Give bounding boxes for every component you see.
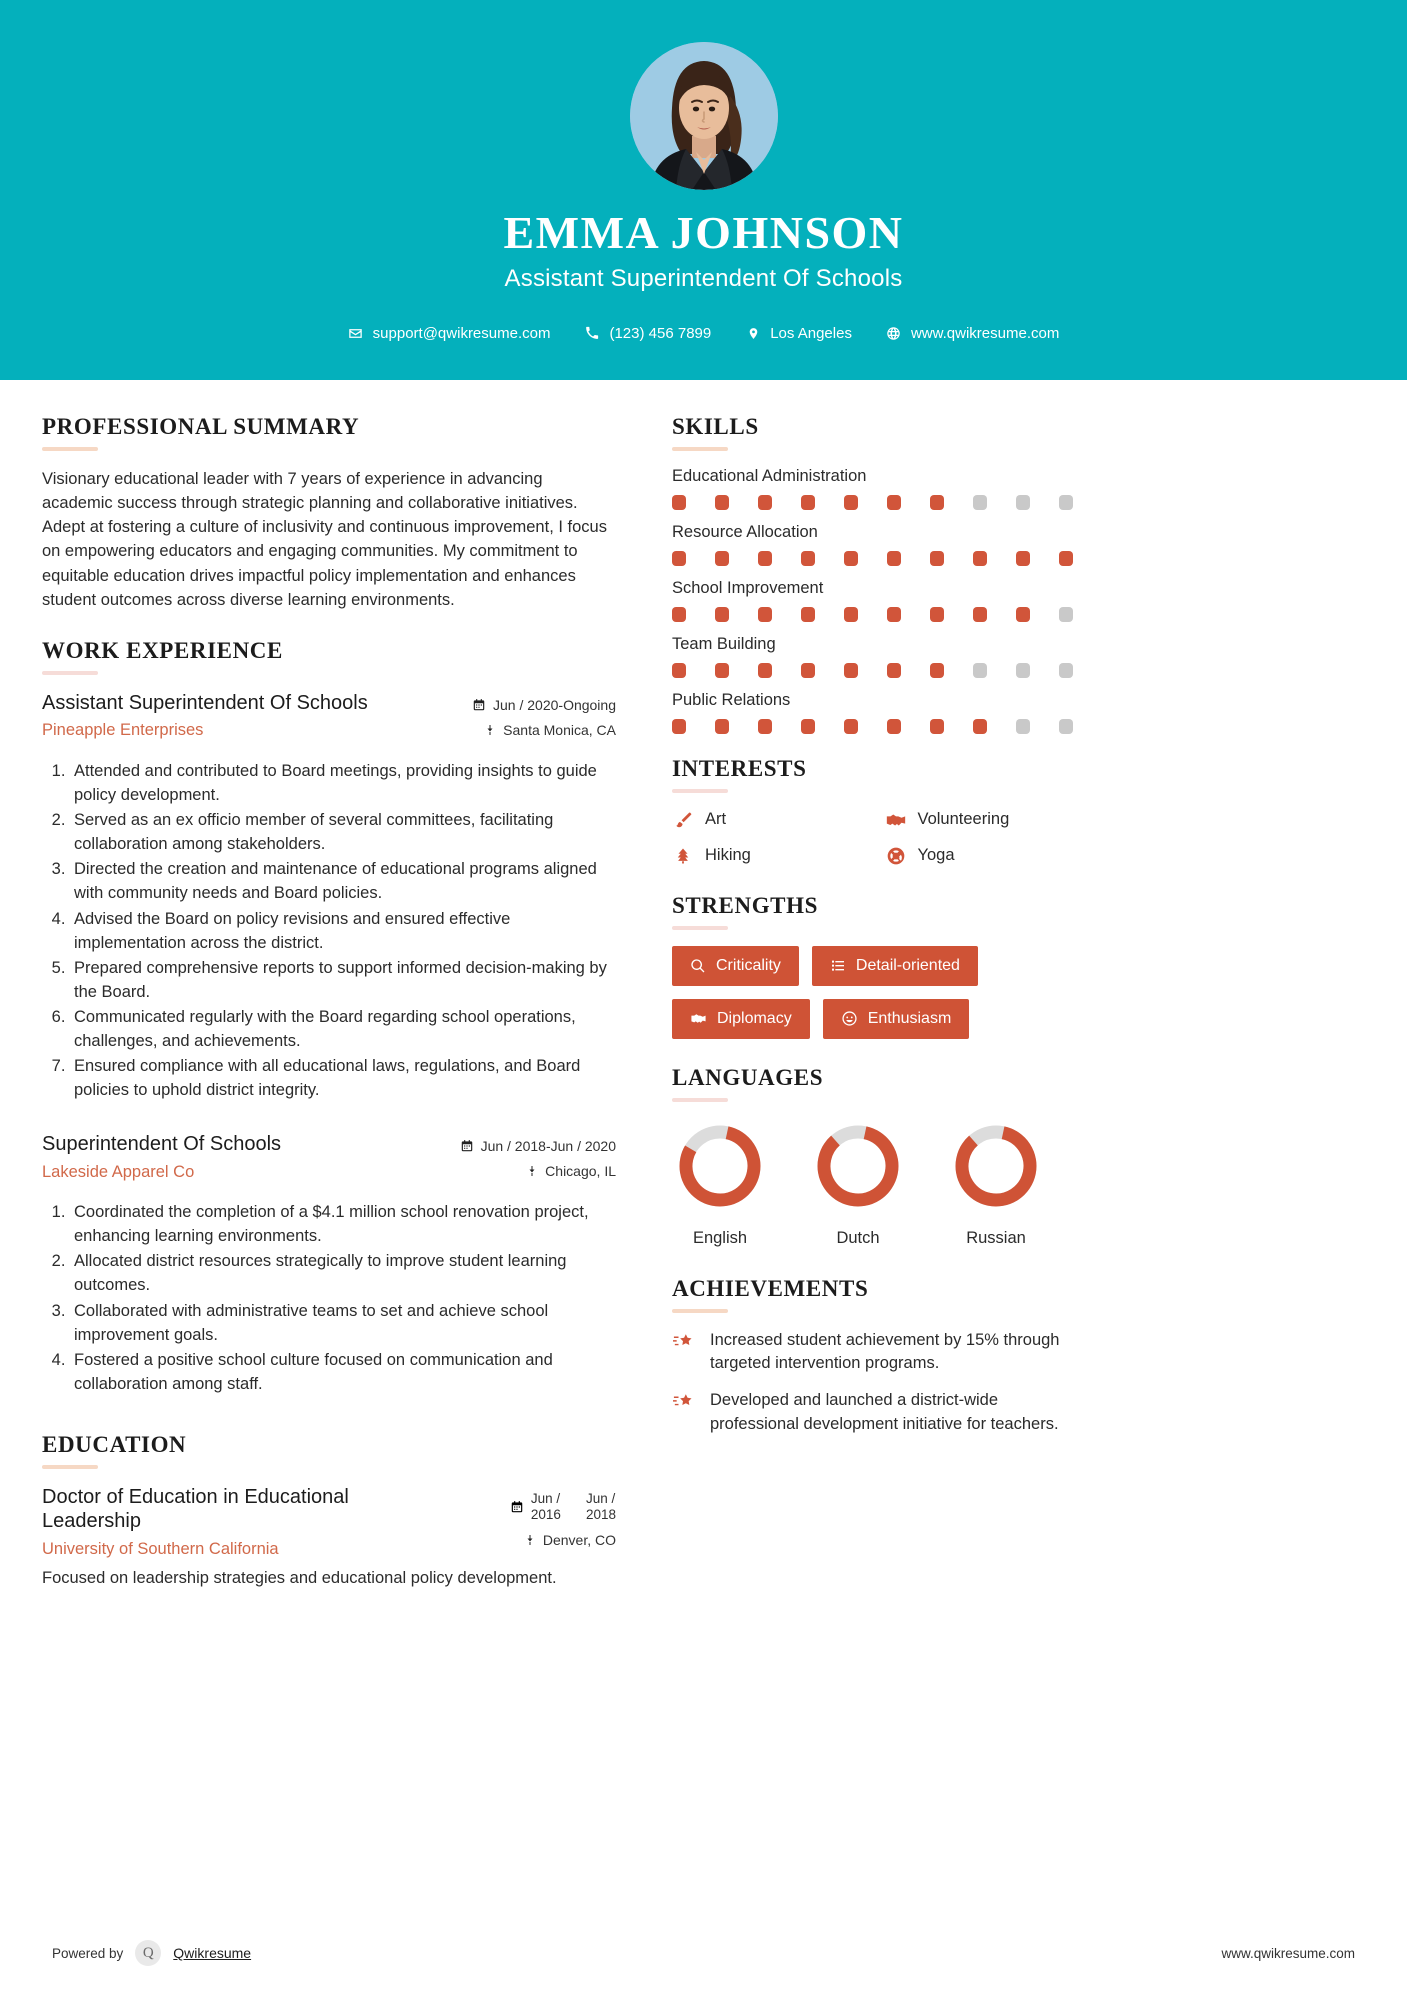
handshake-icon [690,1010,707,1027]
right-column [642,414,1087,1918]
pin-icon [484,723,496,737]
work-bullets [42,1200,616,1396]
interest-label: Yoga [917,846,955,865]
language-donut-chart [948,1118,1044,1214]
skill-dot-filled [801,607,815,622]
section-rule [672,447,728,451]
strength-chip-criticality [672,946,799,986]
strength-chip-diplomacy [672,999,810,1039]
contact-email[interactable] [331,325,568,342]
list-item: 6. Communicated regularly with the Board regarding school operations, challenges, and achievements. [70,1005,616,1053]
strength-label: Enthusiasm [867,1009,952,1027]
education-dates [448,1491,616,1523]
summary-heading: PROFESSIONAL SUMMARY [42,413,360,439]
contact-website-text: www.qwikresume.com [910,324,1060,342]
phone-icon [584,325,600,341]
skills-list [672,467,1087,734]
list-item: 4. Advised the Board on policy revisions and ensured effective implementation across the district. [70,907,616,955]
skill-dot-filled [887,607,901,622]
star-icon [672,1329,698,1358]
header-job-title: Assistant Superintendent Of Schools [504,264,903,292]
language-item [672,1118,768,1248]
calendar-icon [510,1500,524,1514]
contact-location-text: Los Angeles [770,324,852,342]
skill-dot-filled [973,551,987,566]
resume-header [0,0,1407,380]
calendar-icon [472,698,486,712]
section-professional-summary [42,414,616,613]
education-entry [42,1485,616,1591]
list-item: 1. Coordinated the completion of a $4.1 million school renovation project, enhancing learning environments. [70,1200,616,1248]
education-degree: Doctor of Education in Educational Leadership [42,1485,349,1533]
skill-dot-filled [973,607,987,622]
skill-item [672,467,1087,510]
work-company: Lakeside Apparel Co [42,1162,195,1181]
work-dates-text: Jun / 2020-Ongoing [493,697,616,714]
achievement-text: Developed and launched a district-wide professional development initiative for teachers. [710,1391,1059,1433]
work-dates [448,1138,616,1154]
list-item: 5. Prepared comprehensive reports to support informed decision-making by the Board. [70,956,616,1004]
skill-level-dots [672,663,1087,678]
skill-dot-filled [973,719,987,734]
skill-dot-filled [801,495,815,510]
interest-item-yoga [885,845,1088,867]
skill-name: Resource Allocation [672,522,818,541]
paintbrush-icon [672,809,694,831]
strength-label: Criticality [716,956,781,974]
skill-dot-filled [1059,551,1073,566]
skill-item [672,635,1087,678]
skill-name: School Improvement [672,578,824,597]
skill-dot-filled [672,495,686,510]
lifebuoy-icon [885,845,907,867]
work-location [448,722,616,738]
pin-icon [524,1533,536,1547]
strengths-list [672,946,1087,1039]
resume-body [0,380,1407,1918]
skill-dot-filled [672,607,686,622]
skills-heading: SKILLS [672,413,759,439]
skill-dot-empty [973,663,987,678]
skill-dot-filled [758,719,772,734]
contact-phone-text: (123) 456 7899 [609,324,712,342]
language-donut-chart [810,1118,906,1214]
languages-chart-row [672,1118,1087,1248]
section-rule [672,1309,728,1313]
section-skills [672,414,1087,734]
skill-dot-filled [930,663,944,678]
education-heading: EDUCATION [42,1431,187,1457]
education-location [448,1532,616,1548]
interests-heading: INTERESTS [672,755,807,781]
skill-dot-empty [973,495,987,510]
education-school: University of Southern California [42,1539,279,1558]
skill-dot-filled [844,495,858,510]
strengths-heading: STRENGTHS [672,892,819,918]
skill-dot-filled [930,551,944,566]
work-role: Superintendent Of Schools [42,1133,282,1156]
skill-dot-filled [715,607,729,622]
skill-dot-filled [887,719,901,734]
section-rule [672,926,728,930]
footer-url: www.qwikresume.com [1221,1945,1355,1961]
envelope-icon [348,325,364,341]
search-icon [690,958,706,974]
skill-dot-filled [887,495,901,510]
skill-name: Public Relations [672,690,791,709]
smiley-icon [841,1010,858,1027]
strength-chip-enthusiasm [823,999,970,1039]
skill-dot-filled [758,663,772,678]
skill-dot-filled [758,495,772,510]
skill-dot-filled [801,551,815,566]
qwikresume-logo-icon: Q [135,1940,161,1966]
skill-dot-filled [758,551,772,566]
strength-label: Detail-oriented [855,956,960,974]
section-work-experience [42,638,616,1396]
section-rule [672,1098,728,1102]
section-strengths [672,893,1087,1039]
achievement-text: Increased student achievement by 15% through targeted intervention programs. [710,1330,1060,1373]
summary-text: Visionary educational leader with 7 years of experience in advancing academic success through strategic planning and collaborative initiatives. Adept at fostering a culture of inclusivity and continuous improvement, I focus on empowering educators and engaging communities. My commitment to equitable education drives impactful policy implementation and enhances student outcomes across diverse learning environments. [42,469,607,609]
skill-dot-empty [1059,719,1073,734]
skill-dot-filled [844,663,858,678]
skill-item [672,523,1087,566]
work-role: Assistant Superintendent Of Schools [42,692,368,715]
language-label: English [692,1228,748,1247]
skill-dot-empty [1059,495,1073,510]
languages-heading: LANGUAGES [672,1064,824,1090]
contact-location [728,325,869,342]
section-rule [672,789,728,793]
skill-dot-filled [715,663,729,678]
work-heading: WORK EXPERIENCE [42,638,283,664]
skill-dot-filled [930,719,944,734]
education-end-date [586,1491,616,1523]
section-languages [672,1065,1087,1248]
work-bullets [42,759,616,1102]
skill-level-dots [672,495,1087,510]
interest-label: Volunteering [917,810,1010,829]
list-item: 3. Collaborated with administrative teams to set and achieve school improvement goals. [70,1299,616,1347]
work-dates-text: Jun / 2018-Jun / 2020 [480,1138,616,1155]
skill-name: Team Building [672,634,776,653]
language-label: Russian [966,1228,1026,1247]
skill-dot-filled [672,719,686,734]
education-end-month: Jun / [585,1490,616,1506]
skill-dot-filled [1016,551,1030,566]
skill-name: Educational Administration [672,466,867,485]
education-end-year: 2018 [585,1506,616,1522]
interest-item-art [672,809,875,831]
calendar-icon [460,1139,474,1153]
skill-dot-filled [715,495,729,510]
skill-level-dots [672,719,1087,734]
skill-dot-filled [801,663,815,678]
education-note: Focused on leadership strategies and educational policy development. [42,1568,557,1587]
interests-grid [672,809,1087,867]
education-location-text: Denver, CO [542,1531,616,1548]
skill-dot-filled [930,607,944,622]
interest-label: Hiking [705,846,751,865]
list-item: 2. Served as an ex officio member of several committees, facilitating collaboration among stakeholders. [70,808,616,856]
skill-item [672,691,1087,734]
language-label: Dutch [836,1228,880,1247]
star-icon [672,1389,698,1418]
skill-dot-empty [1016,663,1030,678]
avatar-photo [630,42,778,190]
work-dates [448,697,616,713]
skill-dot-filled [715,551,729,566]
skill-level-dots [672,551,1087,566]
pin-icon [526,1164,538,1178]
strength-label: Diplomacy [717,1009,792,1027]
interest-label: Art [705,810,727,829]
interest-item-volunteering [885,809,1088,831]
work-location-text: Chicago, IL [545,1163,616,1180]
list-item: 2. Allocated district resources strategically to improve student learning outcomes. [70,1249,616,1297]
skill-level-dots [672,607,1087,622]
skill-dot-filled [887,551,901,566]
qwikresume-link[interactable]: Qwikresume [173,1945,252,1961]
tree-icon [672,845,694,867]
skill-dot-filled [715,719,729,734]
skill-dot-filled [844,607,858,622]
skill-dot-filled [930,495,944,510]
list-item: 1. Attended and contributed to Board meetings, providing insights to guide policy development. [70,759,616,807]
section-rule [42,447,98,451]
avatar [630,42,778,190]
skill-dot-filled [801,719,815,734]
left-column [42,414,642,1918]
skill-dot-filled [758,607,772,622]
contact-row [0,325,1407,342]
skill-item [672,579,1087,622]
skill-dot-empty [1059,607,1073,622]
page-title: EMMA JOHNSON [503,207,904,258]
language-item [948,1118,1044,1248]
skill-dot-filled [1016,607,1030,622]
resume-footer [0,1918,1407,1990]
section-education [42,1432,616,1591]
skill-dot-empty [1059,663,1073,678]
handshake-icon [885,809,907,831]
powered-by [52,1940,251,1966]
list-item: 7. Ensured compliance with all educational laws, regulations, and Board policies to uphold district integrity. [70,1054,616,1102]
powered-by-label: Powered by [52,1945,124,1961]
section-rule [42,1465,98,1469]
language-item [810,1118,906,1248]
globe-icon [886,325,902,341]
section-interests [672,756,1087,867]
education-start-month: Jun / [530,1490,561,1506]
contact-phone[interactable] [567,325,728,342]
language-donut-chart [672,1118,768,1214]
work-location [448,1163,616,1179]
skill-dot-filled [844,551,858,566]
education-start-date [531,1491,561,1523]
skill-dot-filled [672,663,686,678]
skill-dot-filled [672,551,686,566]
education-start-year: 2016 [530,1506,561,1522]
achievement-item [672,1329,1087,1376]
interest-item-hiking [672,845,875,867]
work-company: Pineapple Enterprises [42,721,204,740]
skill-dot-empty [1016,495,1030,510]
achievements-heading: ACHIEVEMENTS [672,1275,869,1301]
contact-website[interactable] [869,325,1076,342]
contact-email-text: support@qwikresume.com [372,324,551,342]
list-item: 3. Directed the creation and maintenance of educational programs aligned with community needs and Board policies. [70,857,616,905]
list-item: 4. Fostered a positive school culture focused on communication and collaboration among staff. [70,1348,616,1396]
strength-chip-detail-oriented [812,946,978,986]
work-location-text: Santa Monica, CA [503,722,616,739]
list-icon [830,958,846,974]
skill-dot-filled [887,663,901,678]
skill-dot-filled [844,719,858,734]
section-rule [42,671,98,675]
work-entry [42,1132,616,1396]
skill-dot-empty [1016,719,1030,734]
work-entry [42,691,616,1102]
achievement-item [672,1389,1087,1436]
map-pin-icon [745,325,761,341]
section-achievements [672,1276,1087,1437]
